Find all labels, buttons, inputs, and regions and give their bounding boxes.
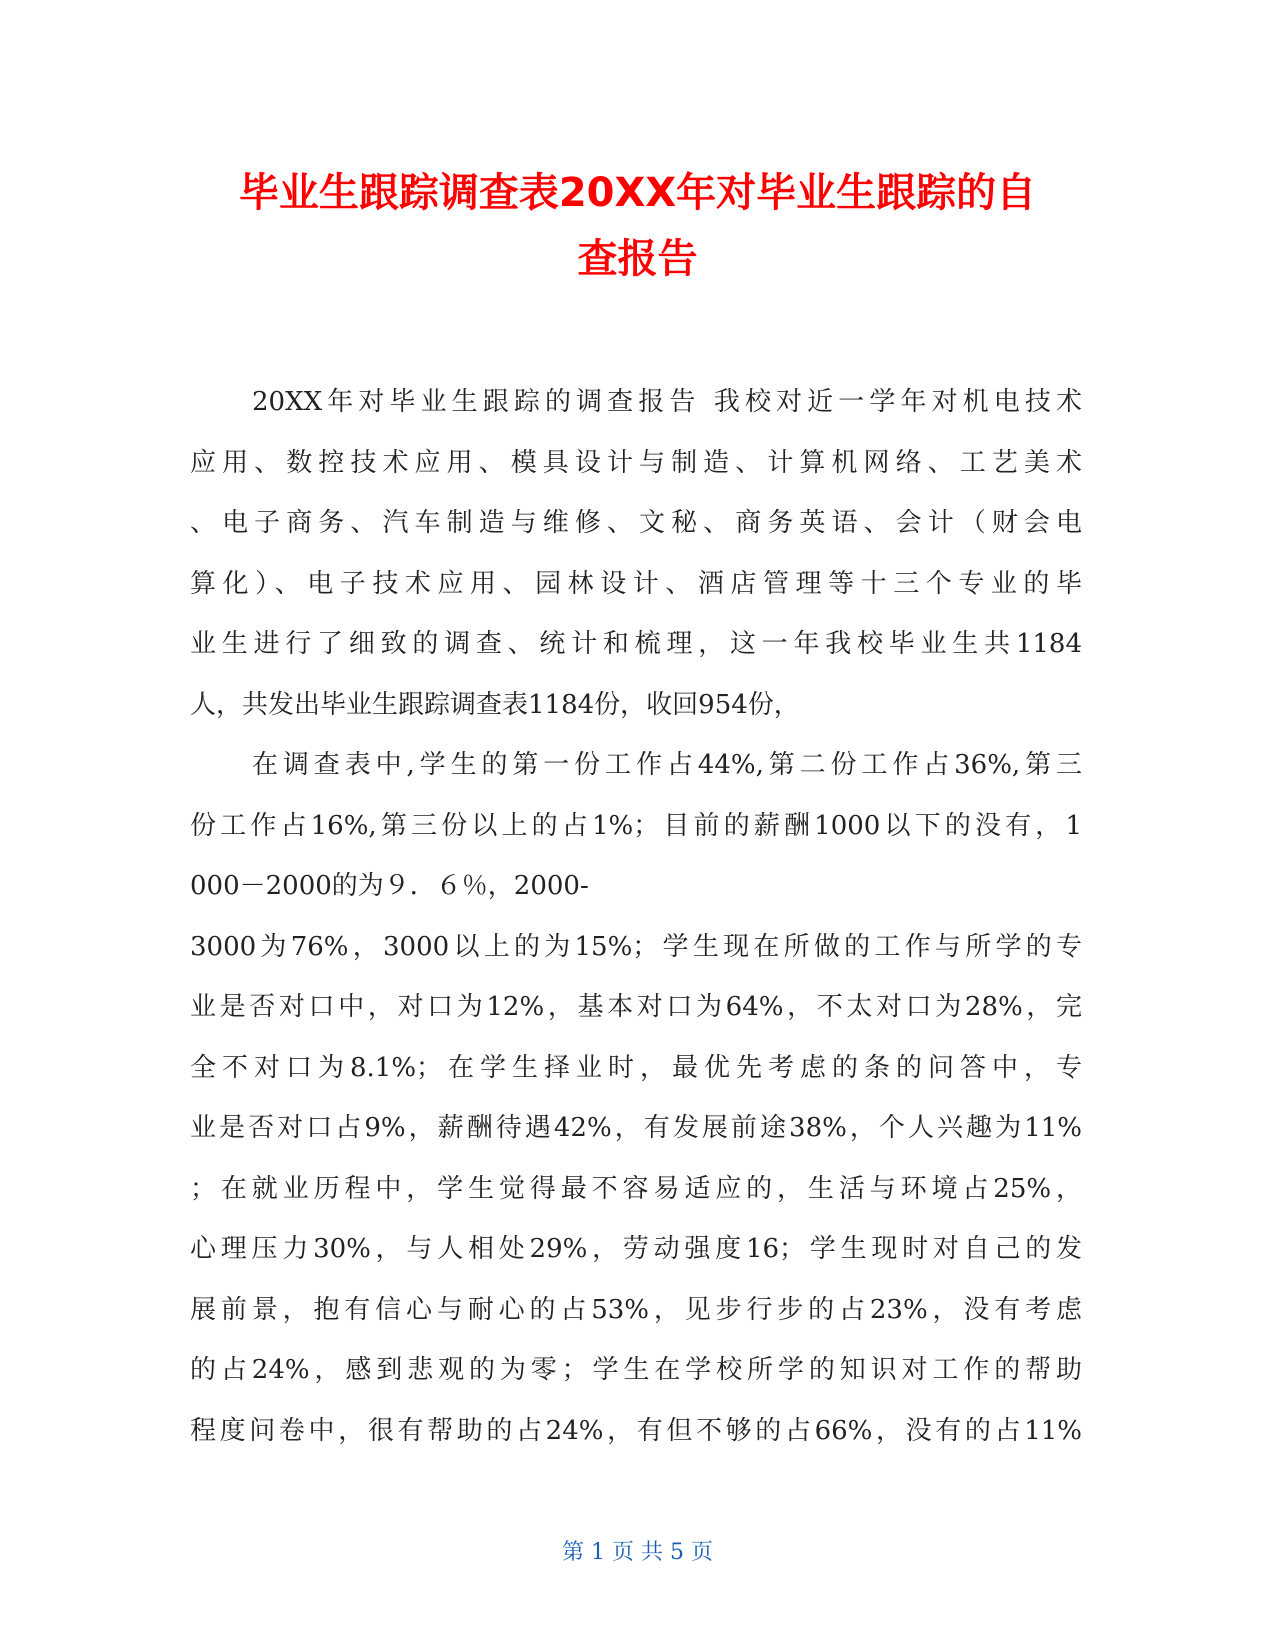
text-line: 业生进行了细致的调查、统计和梳理，这一年我校毕业生共1184 [190, 629, 1082, 659]
text-line: 算化）、电子技术应用、园林设计、酒店管理等十三个专业的毕 [190, 568, 1082, 599]
text-line: 业是否对口占9%，薪酬待遇42%，有发展前途38%，个人兴趣为11% [190, 1113, 1082, 1143]
text-line: 000－2000的为９．６％，2000- [190, 871, 589, 901]
page-number: 第 1 页 共 5 页 [562, 1540, 713, 1565]
document-body [190, 372, 1082, 1461]
text-line: 的占24%，感到悲观的为零；学生在学校所学的知识对工作的帮助 [190, 1355, 1082, 1385]
text-line: 20XX年对毕业生跟踪的调查报告 我校对近一学年对机电技术 [252, 387, 1082, 417]
text-line: ；在就业历程中，学生觉得最不容易适应的，生活与环境占25%， [190, 1173, 1082, 1204]
text-line: 程度问卷中，很有帮助的占24%，有但不够的占66%，没有的占11% [190, 1415, 1082, 1446]
paragraph-1 [190, 372, 1082, 735]
text-line: 人，共发出毕业生跟踪调查表1184份，收回954份， [190, 689, 800, 720]
text-line: 份工作占16%,第三份以上的占1%；目前的薪酬1000以下的没有，1 [190, 810, 1082, 841]
text-line: 在调查表中,学生的第一份工作占44%,第二份工作占36%,第三 [252, 750, 1082, 780]
text-line: 展前景，抱有信心与耐心的占53%，见步行步的占23%，没有考虑 [190, 1294, 1082, 1325]
text-line: 心理压力30%，与人相处29%，劳动强度16；学生现时对自己的发 [190, 1234, 1082, 1264]
title-line-1: 毕业生跟踪调查表20XX年对毕业生跟踪的自 [238, 170, 1037, 216]
text-line: 全不对口为8.1%；在学生择业时，最优先考虑的条的问答中，专 [190, 1052, 1082, 1083]
text-line: 应用、数控技术应用、模具设计与制造、计算机网络、工艺美术 [190, 447, 1082, 478]
title-line-2: 查报告 [577, 236, 698, 282]
text-line: 、电子商务、汽车制造与维修、文秘、商务英语、会计（财会电 [190, 508, 1082, 538]
text-line: 业是否对口中，对口为12%，基本对口为64%，不太对口为28%，完 [190, 992, 1082, 1022]
document-title [150, 160, 1125, 292]
text-line: 3000为76%，3000以上的为15%；学生现在所做的工作与所学的专 [190, 931, 1082, 962]
paragraph-2 [190, 735, 1082, 1461]
page-footer [0, 1538, 1275, 1568]
